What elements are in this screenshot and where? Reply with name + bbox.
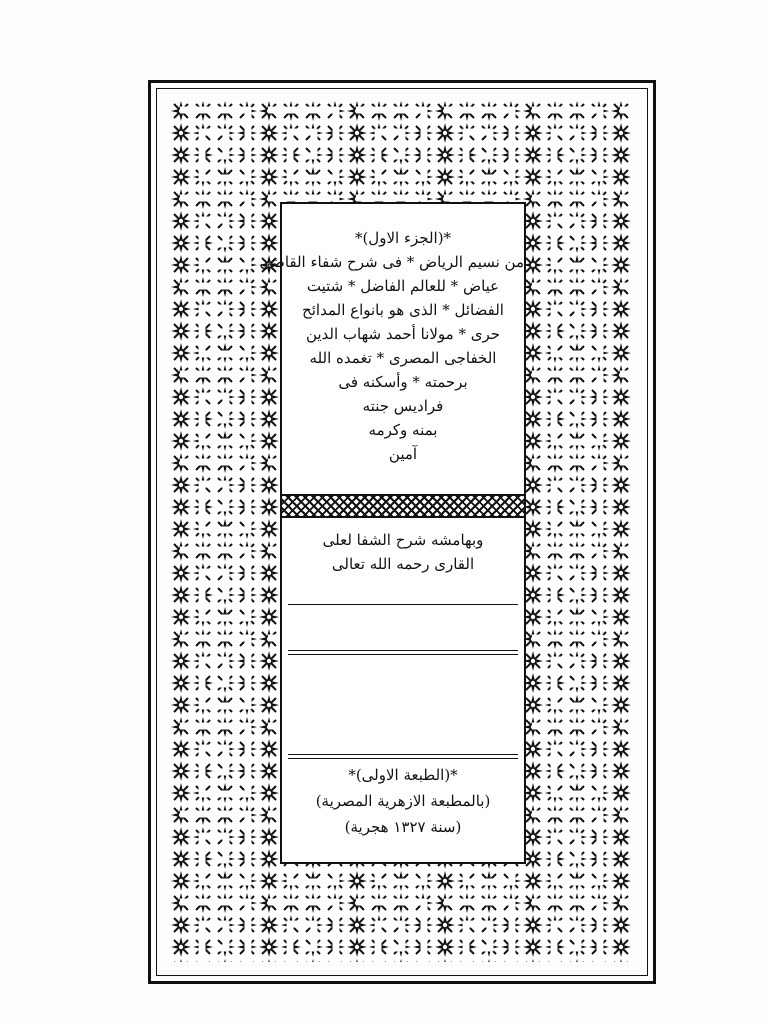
- center-panel: [259, 202, 526, 864]
- title-line: من نسيم الرياض * فى شرح شفاء القاضى: [259, 253, 524, 271]
- title-text-block: [259, 226, 524, 466]
- year-line: (سنة ١٣٢٧ هجرية): [344, 818, 462, 836]
- margin-note-line: القارى رحمه الله تعالى: [331, 555, 475, 573]
- title-line: برحمته * وأسكنه فى: [338, 373, 468, 391]
- edition-line: *(الطبعة الاولى)*: [348, 766, 458, 784]
- margin-note-block: [282, 528, 524, 576]
- title-line: الفضائل * الذى هو بانواع المدائح: [302, 301, 504, 319]
- press-line: (بالمطبعة الازهرية المصرية): [315, 792, 491, 810]
- title-line: *(الجزء الاول)*: [354, 229, 452, 247]
- margin-note-line: وبهامشه شرح الشفا لعلى: [322, 531, 484, 549]
- title-line: آمين: [388, 445, 418, 463]
- ornamental-band: [280, 494, 526, 518]
- divider-rule: [288, 604, 518, 605]
- title-line: فراديس جنته: [362, 397, 444, 415]
- imprint-block: [282, 762, 524, 840]
- divider-double-rule: [288, 650, 518, 655]
- divider-double-rule: [288, 754, 518, 759]
- title-line: عياض * للعالم الفاضل * شتيت: [306, 277, 500, 295]
- title-line: حرى * مولانا أحمد شهاب الدين: [305, 325, 501, 343]
- title-line: الخفاجى المصرى * تغمده الله: [309, 349, 497, 367]
- title-line: بمنه وكرمه: [368, 421, 438, 439]
